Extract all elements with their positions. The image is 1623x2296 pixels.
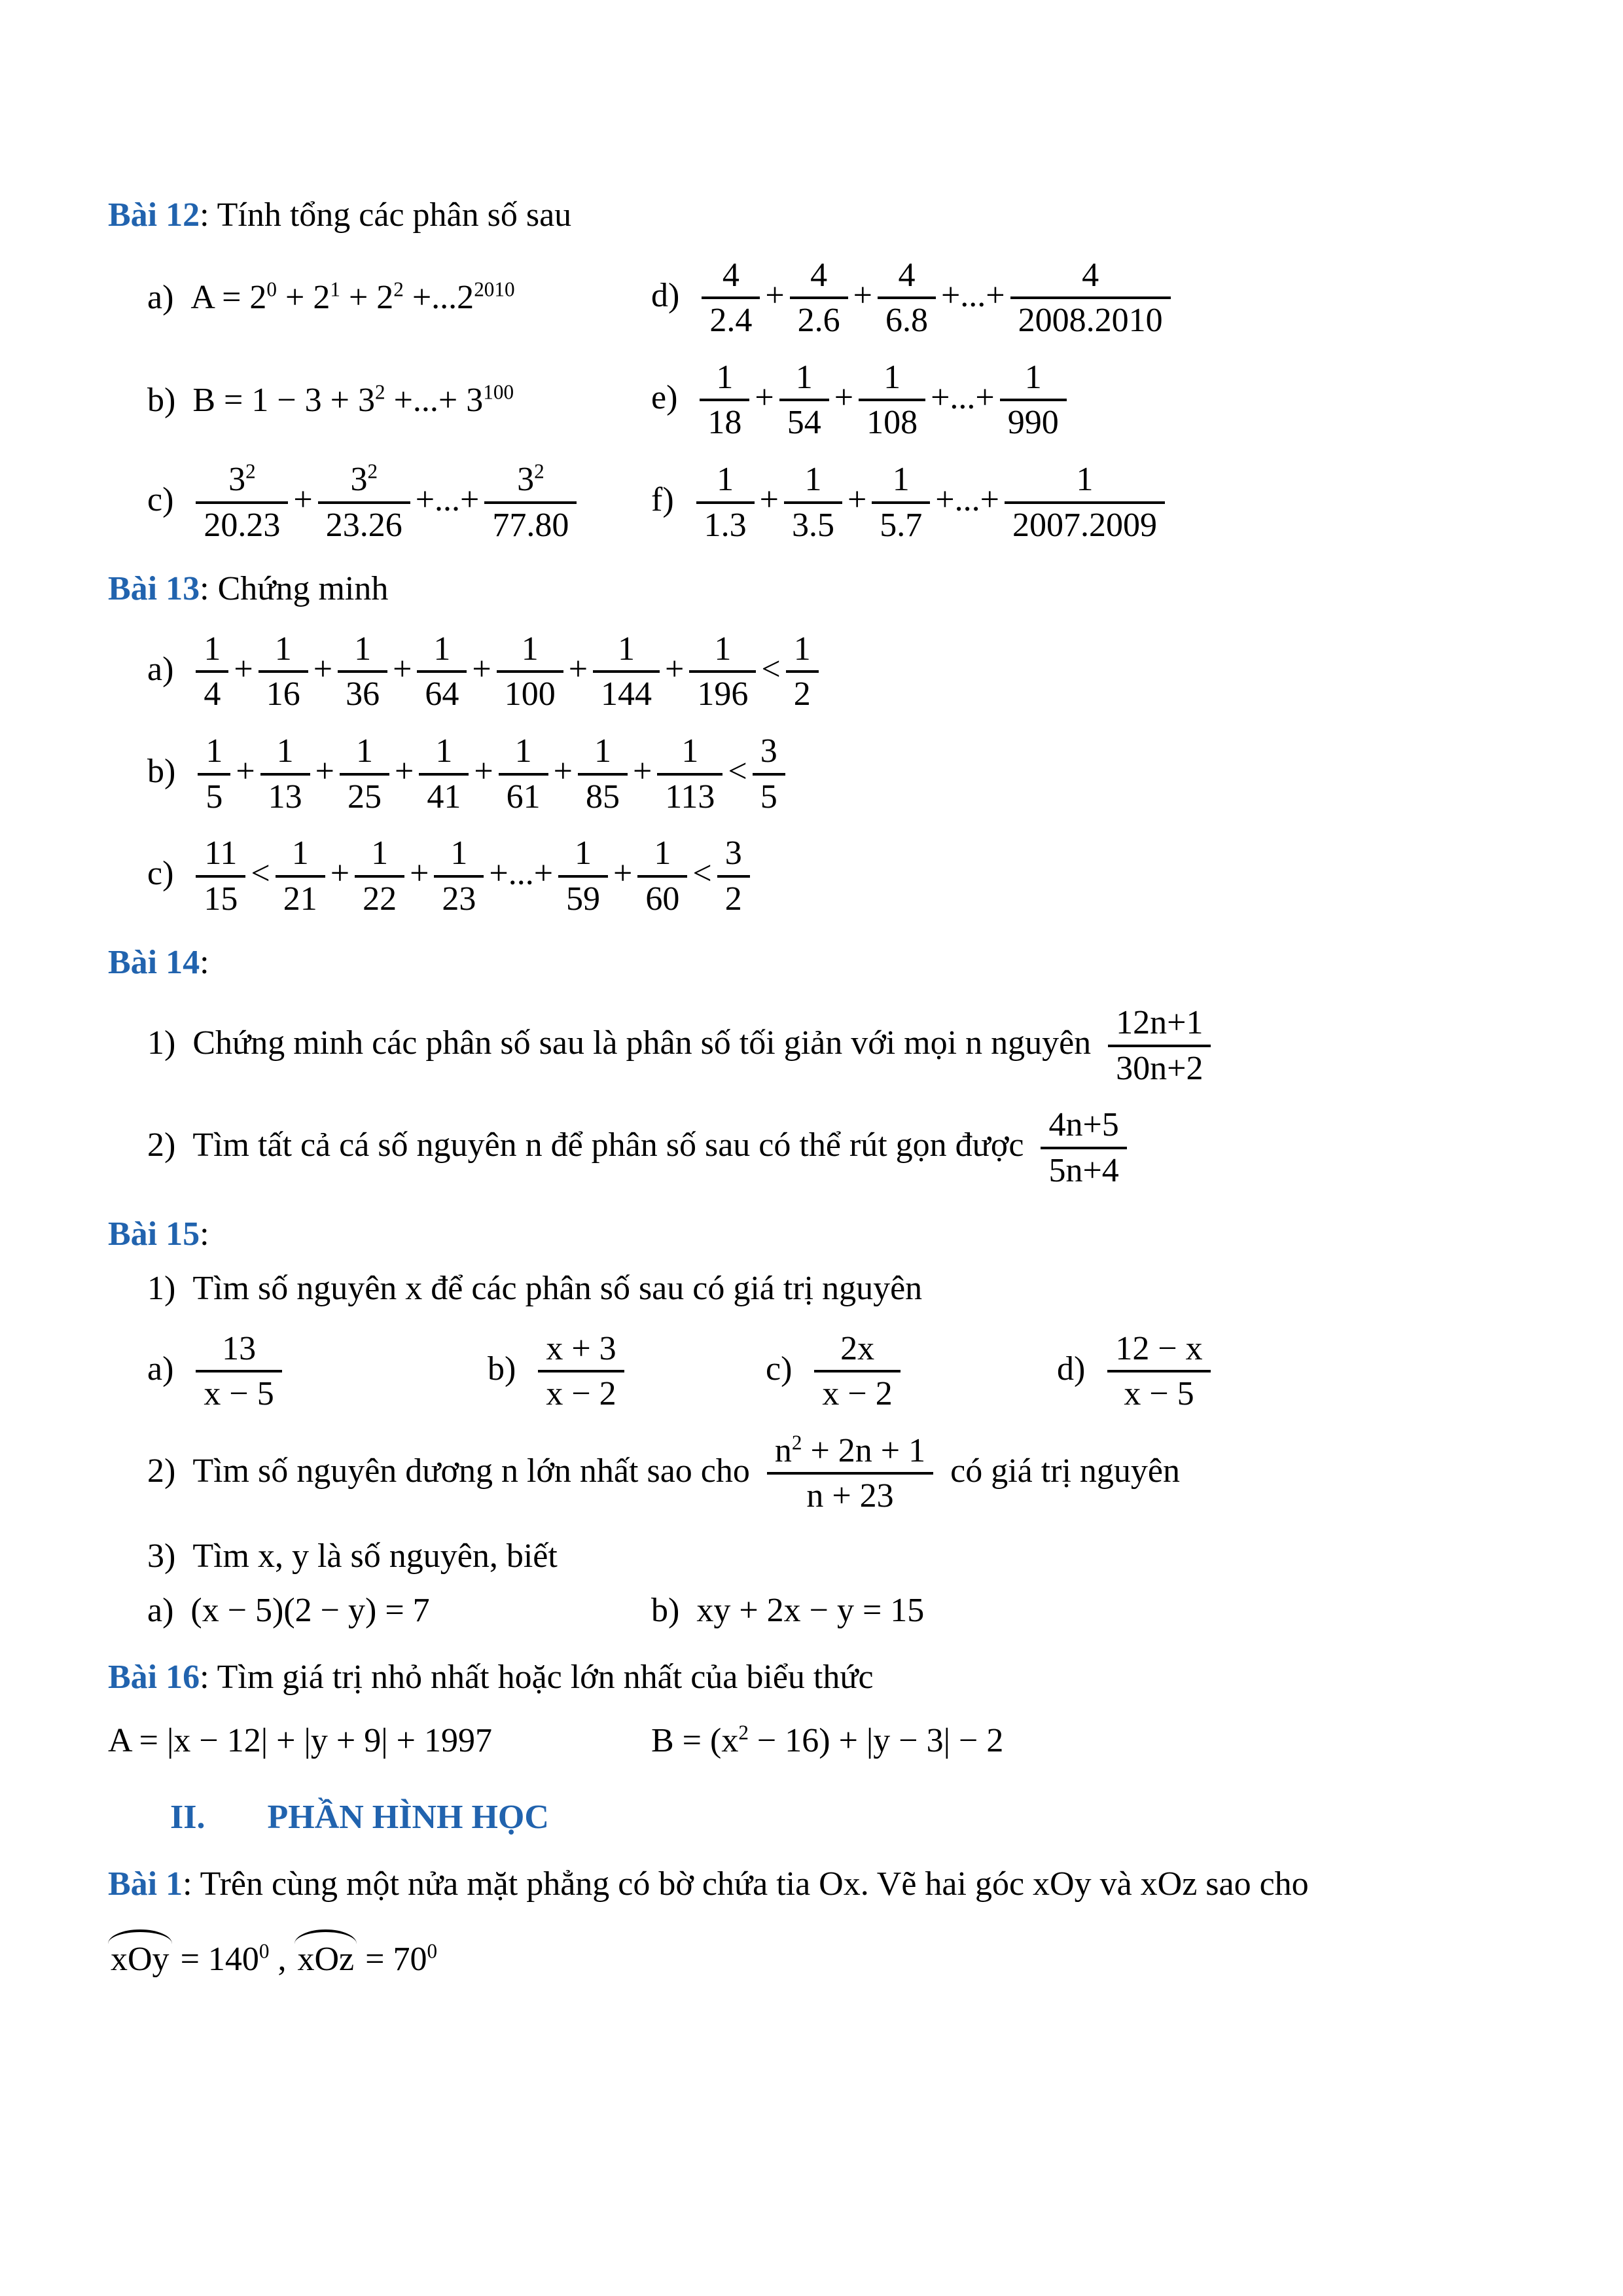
- bai16-label: Bài 16: [108, 1659, 200, 1696]
- math-expression: $\frac{3^2}{20.23}$ + $\frac{3^2}{23.26}$ +...+ $\frac{3^2}{77.80}$: [190, 481, 582, 518]
- item-text: Chứng minh các phân số sau là phân số tối giản với mọi n nguyên: [192, 1024, 1092, 1062]
- bai15-heading: [108, 1212, 1525, 1257]
- bai12-row-c-f: [108, 461, 1525, 545]
- exercise-14-2: [108, 1106, 1525, 1190]
- bai13-title-text: : Chứng minh: [200, 570, 389, 608]
- math-expression: $\frac{2x}{x - 2}$: [809, 1350, 905, 1388]
- math-expression: $\frac{x + 3}{x - 2}$: [533, 1350, 629, 1388]
- exercise-15-1a: [147, 1330, 488, 1414]
- item-label: b): [651, 1591, 680, 1629]
- math-expression: $\frac{1}{18}$ + $\frac{1}{54}$ + $\frac{1}{108}$ +...+ $\frac{1}{990}$: [694, 379, 1071, 416]
- math-expression: $\frac{13}{x - 5}$: [190, 1350, 287, 1388]
- bai12-heading: [108, 193, 1525, 238]
- bai16-title-text: : Tìm giá trị nhỏ nhất hoặc lớn nhất của biểu thức: [200, 1659, 874, 1696]
- item-label: 2): [147, 1126, 176, 1164]
- math-expression: $\frac{4n+5}{5n+4}$: [1035, 1126, 1132, 1164]
- section-2-numeral: II.: [170, 1798, 205, 1836]
- item-label: b): [147, 381, 176, 419]
- bai15-label: Bài 15: [108, 1215, 200, 1253]
- bai15-fractions-row: [108, 1330, 1525, 1414]
- bai1-angle-line: [108, 1926, 1525, 1982]
- math-expression: xy + 2x − y = 15: [696, 1591, 925, 1629]
- math-expression: $\frac{4}{2.4}$ + $\frac{4}{2.6}$ + $\frac{4}{6.8}$ +...+ $\frac{4}{2008.2010}$: [696, 277, 1175, 314]
- math-expression: $\frac{11}{15}$ < $\frac{1}{21}$ + $\frac{1}{22}$ + $\frac{1}{23}$ +...+ $\frac{1}{59}$ + $\frac{1}{60}$ < $\frac{3}{2}$: [190, 855, 755, 892]
- math-expression: $\frac{12n+1}{30n+2}$: [1103, 1024, 1216, 1062]
- bai16-expressions-row: [108, 1719, 1525, 1764]
- exercise-15-3: [108, 1534, 1525, 1579]
- item-text: Tìm số nguyên dương n lớn nhất sao cho: [192, 1452, 750, 1490]
- bai12-row-b-e: [108, 359, 1525, 442]
- exercise-14-1: [108, 1004, 1525, 1088]
- item-label: 2): [147, 1452, 176, 1490]
- item-label: d): [1057, 1350, 1086, 1388]
- bai12-row-a-d: [108, 257, 1525, 340]
- bai1-heading: [108, 1862, 1525, 1907]
- math-expression: $A = 2^0 + 2^1 + 2^2 +...2^{2010}$: [190, 278, 515, 317]
- math-expression: A = |x − 12| + |y + 9| + 1997: [108, 1721, 492, 1759]
- bai14-title-text: :: [200, 944, 209, 982]
- bai12-title-text: : Tính tổng các phân số sau: [200, 196, 572, 234]
- item-label: a): [147, 1350, 174, 1388]
- exercise-12e: [651, 359, 1525, 442]
- item-label: c): [147, 481, 174, 519]
- math-expression: $\frac{1}{4}$ + $\frac{1}{16}$ + $\frac{1}{36}$ + $\frac{1}{64}$ + $\frac{1}{100}$ + $\frac{1}{144}$ + $\frac{1}{196}$ < $\frac{1}{2}$: [190, 651, 823, 688]
- math-expression: $B = 1 - 3 + 3^2$ +...+ $3^{100}$: [192, 380, 514, 419]
- item-text: Tìm tất cả cá số nguyên n để phân số sau có thể rút gọn được: [192, 1126, 1024, 1164]
- bai14-heading: [108, 941, 1525, 986]
- bai15-title-text: :: [200, 1215, 209, 1253]
- item-label: 1): [147, 1270, 176, 1307]
- exercise-13c: [108, 834, 1525, 918]
- item-label: f): [651, 481, 674, 519]
- item-label: 1): [147, 1024, 176, 1062]
- expression-B: [651, 1719, 1525, 1764]
- item-text-after: có giá trị nguyên: [950, 1452, 1181, 1490]
- math-expression: $\frac{1}{5}$ + $\frac{1}{13}$ + $\frac{1}{25}$ + $\frac{1}{41}$ + $\frac{1}{61}$ + $\frac{1}{85}$ + $\frac{1}{113}$ < $\frac{3}{5}$: [192, 753, 790, 790]
- bai15-equations-row: [108, 1588, 1525, 1634]
- item-label: 3): [147, 1537, 176, 1575]
- exercise-15-1d: [1057, 1330, 1525, 1414]
- bai1-title-text: : Trên cùng một nửa mặt phẳng có bờ chứa tia Ox. Vẽ hai góc xOy và xOz sao cho: [183, 1865, 1309, 1903]
- item-label: a): [147, 279, 174, 317]
- item-label: a): [147, 1591, 174, 1629]
- item-label: c): [766, 1350, 793, 1388]
- bai16-heading: [108, 1655, 1525, 1700]
- exercise-15-3a: [147, 1588, 651, 1634]
- section-2-title: PHẦN HÌNH HỌC: [267, 1798, 549, 1836]
- item-label: b): [488, 1350, 516, 1388]
- math-expression: (x − 5)(2 − y) = 7: [190, 1591, 430, 1629]
- exercise-15-1c: [766, 1330, 1057, 1414]
- exercise-12b: [147, 378, 651, 423]
- math-expression: $\frac{1}{1.3}$ + $\frac{1}{3.5}$ + $\frac{1}{5.7}$ +...+ $\frac{1}{2007.2009}$: [691, 481, 1170, 518]
- exercise-15-3b: [651, 1588, 1525, 1634]
- exercise-12a: [147, 276, 651, 321]
- item-label: b): [147, 753, 176, 791]
- exercise-13b: [108, 732, 1525, 816]
- item-label: d): [651, 276, 680, 314]
- math-expression: xOy = $140^0$ , xOz = $70^0$: [108, 1941, 437, 1978]
- bai13-heading: [108, 567, 1525, 612]
- item-label: e): [651, 378, 678, 416]
- item-text: Tìm x, y là số nguyên, biết: [192, 1537, 558, 1575]
- math-expression: $\frac{12 - x}{x - 5}$: [1102, 1350, 1215, 1388]
- exercise-15-1b: [488, 1330, 766, 1414]
- math-expression: $B = (x^2 - 16) + |y - 3| - 2$: [651, 1721, 1004, 1759]
- exercise-15-1: [108, 1266, 1525, 1312]
- bai1-label: Bài 1: [108, 1865, 183, 1903]
- exercise-13a: [108, 630, 1525, 714]
- exercise-12c: [147, 461, 651, 545]
- item-text: Tìm số nguyên x để các phân số sau có giá trị nguyên: [192, 1270, 923, 1307]
- item-label: a): [147, 650, 174, 688]
- section-2-heading: [108, 1795, 1525, 1840]
- item-label: c): [147, 855, 174, 893]
- bai13-label: Bài 13: [108, 570, 200, 608]
- expression-A: [108, 1719, 651, 1764]
- exercise-12f: [651, 461, 1525, 545]
- exercise-15-2: [108, 1432, 1525, 1516]
- math-expression: $\frac{n^2 + 2n + 1}{n + 23}$: [762, 1452, 938, 1490]
- bai12-label: Bài 12: [108, 196, 200, 234]
- bai14-label: Bài 14: [108, 944, 200, 982]
- exercise-12d: [651, 257, 1525, 340]
